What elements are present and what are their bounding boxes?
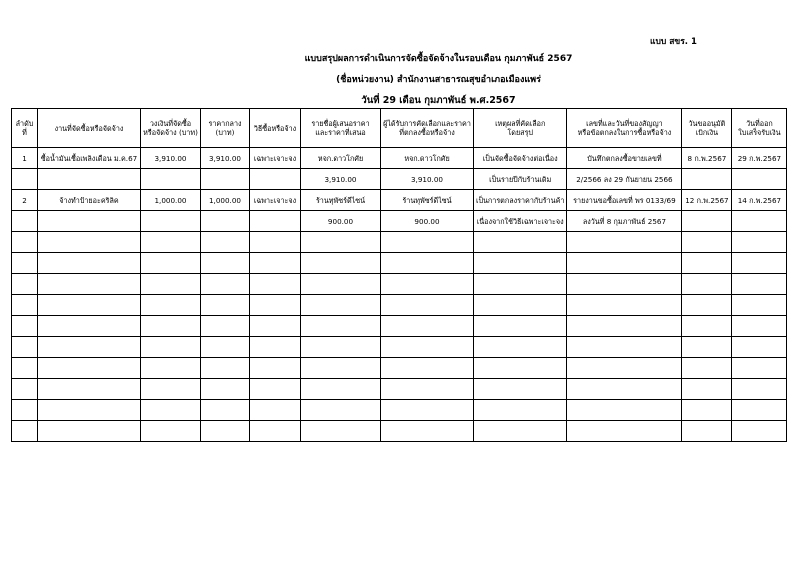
cell-reason — [474, 337, 567, 358]
table-header-row — [12, 109, 787, 148]
cell-budget — [141, 379, 201, 400]
cell-bidder — [301, 358, 381, 379]
cell-winner: หจก.ดาวโกศัย — [381, 148, 474, 169]
cell-receipt-date: 14 ก.พ.2567 — [732, 190, 787, 211]
cell-budget — [141, 400, 201, 421]
table-row — [12, 379, 787, 400]
cell-contract — [567, 379, 682, 400]
cell-approval-date — [682, 253, 732, 274]
cell-no: 2 — [12, 190, 38, 211]
cell-item — [38, 421, 141, 442]
cell-bidder: หจก.ดาวโกศัย — [301, 148, 381, 169]
cell-bidder: 3,910.00 — [301, 169, 381, 190]
cell-contract: บันทึกตกลงซื้อขายเลขที่ — [567, 148, 682, 169]
cell-item — [38, 232, 141, 253]
cell-median-price — [201, 400, 250, 421]
cell-receipt-date — [732, 337, 787, 358]
table-row — [12, 295, 787, 316]
cell-method: เฉพาะเจาะจง — [250, 148, 301, 169]
cell-contract — [567, 400, 682, 421]
cell-method — [250, 169, 301, 190]
cell-reason — [474, 253, 567, 274]
cell-no — [12, 295, 38, 316]
table-row — [12, 253, 787, 274]
cell-item — [38, 400, 141, 421]
header-no: ลำดับ ที่ — [12, 109, 38, 148]
cell-contract — [567, 274, 682, 295]
cell-budget: 3,910.00 — [141, 148, 201, 169]
header-reason: เหตุผลที่คัดเลือก โดยสรุป — [474, 109, 567, 148]
cell-reason — [474, 274, 567, 295]
cell-method — [250, 253, 301, 274]
cell-method — [250, 379, 301, 400]
cell-budget — [141, 337, 201, 358]
header-contract: เลขที่และวันที่ของสัญญา หรือข้อตกลงในการซื้อหรือจ้าง — [567, 109, 682, 148]
cell-median-price — [201, 421, 250, 442]
cell-median-price — [201, 316, 250, 337]
cell-bidder — [301, 337, 381, 358]
cell-bidder — [301, 274, 381, 295]
procurement-table — [11, 108, 787, 442]
cell-reason: เป็นรายปีกับร้านเดิม — [474, 169, 567, 190]
table-row — [12, 211, 787, 232]
cell-reason: เนื่องจากใช้วิธีเฉพาะเจาะจง — [474, 211, 567, 232]
cell-receipt-date — [732, 211, 787, 232]
cell-winner — [381, 232, 474, 253]
table-row — [12, 148, 787, 169]
cell-item — [38, 379, 141, 400]
cell-budget — [141, 169, 201, 190]
header-budget: วงเงินที่จัดซื้อ หรือจัดจ้าง (บาท) — [141, 109, 201, 148]
cell-median-price: 1,000.00 — [201, 190, 250, 211]
cell-bidder — [301, 316, 381, 337]
cell-winner — [381, 295, 474, 316]
cell-no — [12, 211, 38, 232]
cell-reason — [474, 379, 567, 400]
cell-receipt-date — [732, 169, 787, 190]
cell-reason — [474, 400, 567, 421]
cell-winner: 3,910.00 — [381, 169, 474, 190]
cell-median-price — [201, 358, 250, 379]
cell-budget — [141, 253, 201, 274]
cell-reason — [474, 316, 567, 337]
cell-method — [250, 421, 301, 442]
cell-item — [38, 316, 141, 337]
header-method: วิธีซื้อหรือจ้าง — [250, 109, 301, 148]
cell-receipt-date — [732, 421, 787, 442]
cell-winner — [381, 379, 474, 400]
cell-receipt-date: 29 ก.พ.2567 — [732, 148, 787, 169]
cell-reason: เป็นจัดซื้อจัดจ้างต่อเนื่อง — [474, 148, 567, 169]
cell-reason: เป็นการตกลงราคากับร้านค้า — [474, 190, 567, 211]
cell-no — [12, 421, 38, 442]
cell-item — [38, 358, 141, 379]
cell-winner — [381, 337, 474, 358]
header-approval-date: วันขออนุมัติ เบิกเงิน — [682, 109, 732, 148]
cell-reason — [474, 232, 567, 253]
cell-budget — [141, 316, 201, 337]
cell-method — [250, 232, 301, 253]
cell-no — [12, 337, 38, 358]
cell-median-price — [201, 295, 250, 316]
cell-receipt-date — [732, 358, 787, 379]
cell-winner — [381, 253, 474, 274]
header-winner: ผู้ได้รับการคัดเลือกและราคา ที่ตกลงซื้อหรือจ้าง — [381, 109, 474, 148]
cell-contract — [567, 337, 682, 358]
cell-approval-date — [682, 274, 732, 295]
cell-contract — [567, 253, 682, 274]
cell-median-price — [201, 232, 250, 253]
cell-contract: 2/2566 ลง 29 กันยายน 2566 — [567, 169, 682, 190]
cell-no — [12, 379, 38, 400]
cell-item — [38, 169, 141, 190]
cell-bidder — [301, 232, 381, 253]
cell-no: 1 — [12, 148, 38, 169]
table-row — [12, 337, 787, 358]
cell-item: ซื้อน้ำมันเชื้อเพลิงเดือน ม.ค.67 — [38, 148, 141, 169]
report-date: วันที่ 29 เดือน กุมภาพันธ์ พ.ศ.2567 — [361, 95, 516, 106]
cell-bidder — [301, 379, 381, 400]
cell-method — [250, 316, 301, 337]
cell-winner — [381, 316, 474, 337]
cell-budget — [141, 295, 201, 316]
cell-median-price — [201, 253, 250, 274]
cell-approval-date — [682, 169, 732, 190]
cell-method — [250, 337, 301, 358]
header-median-price: ราคากลาง (บาท) — [201, 109, 250, 148]
cell-method — [250, 358, 301, 379]
cell-bidder — [301, 400, 381, 421]
cell-receipt-date — [732, 400, 787, 421]
cell-budget — [141, 232, 201, 253]
cell-receipt-date — [732, 295, 787, 316]
cell-winner — [381, 400, 474, 421]
cell-receipt-date — [732, 232, 787, 253]
cell-budget — [141, 274, 201, 295]
cell-no — [12, 358, 38, 379]
table-row — [12, 274, 787, 295]
cell-item — [38, 253, 141, 274]
cell-no — [12, 169, 38, 190]
table-row — [12, 358, 787, 379]
cell-budget: 1,000.00 — [141, 190, 201, 211]
cell-approval-date — [682, 295, 732, 316]
cell-approval-date — [682, 421, 732, 442]
cell-budget — [141, 421, 201, 442]
cell-no — [12, 253, 38, 274]
cell-approval-date — [682, 316, 732, 337]
header-receipt-date: วันที่ออก ใบเสร็จรับเงิน — [732, 109, 787, 148]
agency-name: (ชื่อหน่วยงาน) สำนักงานสาธารณสุขอำเภอเมืองแพร่ — [336, 75, 541, 85]
cell-item — [38, 337, 141, 358]
cell-approval-date — [682, 232, 732, 253]
cell-winner — [381, 421, 474, 442]
cell-median-price: 3,910.00 — [201, 148, 250, 169]
cell-budget — [141, 358, 201, 379]
cell-winner — [381, 274, 474, 295]
cell-contract: ลงวันที่ 8 กุมภาพันธ์ 2567 — [567, 211, 682, 232]
report-title: แบบสรุปผลการดำเนินการจัดซื้อจัดจ้างในรอบเดือน กุมภาพันธ์ 2567 — [304, 54, 573, 64]
cell-approval-date — [682, 379, 732, 400]
table-row — [12, 400, 787, 421]
table-row — [12, 169, 787, 190]
cell-method — [250, 400, 301, 421]
cell-contract — [567, 358, 682, 379]
cell-approval-date — [682, 337, 732, 358]
cell-item — [38, 274, 141, 295]
cell-contract — [567, 316, 682, 337]
table-row — [12, 232, 787, 253]
cell-bidder: 900.00 — [301, 211, 381, 232]
cell-reason — [474, 295, 567, 316]
cell-method — [250, 211, 301, 232]
cell-no — [12, 232, 38, 253]
cell-contract: รายงานขอซื้อเลขที่ พร 0133/69 — [567, 190, 682, 211]
cell-median-price — [201, 274, 250, 295]
cell-reason — [474, 421, 567, 442]
cell-contract — [567, 295, 682, 316]
cell-winner: 900.00 — [381, 211, 474, 232]
header-bidders: รายชื่อผู้เสนอราคา และราคาที่เสนอ — [301, 109, 381, 148]
cell-approval-date — [682, 358, 732, 379]
cell-approval-date: 8 ก.พ.2567 — [682, 148, 732, 169]
header-item: งานที่จัดซื้อหรือจัดจ้าง — [38, 109, 141, 148]
table-row — [12, 190, 787, 211]
cell-method — [250, 295, 301, 316]
cell-median-price — [201, 169, 250, 190]
cell-median-price — [201, 337, 250, 358]
cell-item — [38, 211, 141, 232]
cell-approval-date — [682, 211, 732, 232]
cell-contract — [567, 421, 682, 442]
cell-contract — [567, 232, 682, 253]
cell-median-price — [201, 211, 250, 232]
cell-receipt-date — [732, 316, 787, 337]
form-code: แบบ สขร. 1 — [650, 37, 697, 47]
cell-receipt-date — [732, 379, 787, 400]
cell-approval-date — [682, 400, 732, 421]
cell-median-price — [201, 379, 250, 400]
cell-item: จ้างทำป้ายอะคริลิค — [38, 190, 141, 211]
cell-winner — [381, 358, 474, 379]
cell-bidder — [301, 421, 381, 442]
cell-budget — [141, 211, 201, 232]
cell-reason — [474, 358, 567, 379]
cell-receipt-date — [732, 253, 787, 274]
table-row — [12, 421, 787, 442]
cell-item — [38, 295, 141, 316]
cell-method: เฉพาะเจาะจง — [250, 190, 301, 211]
cell-method — [250, 274, 301, 295]
cell-receipt-date — [732, 274, 787, 295]
cell-winner: ร้านทุพัซร์ดีไซน์ — [381, 190, 474, 211]
cell-bidder: ร้านทุพัซร์ดีไซน์ — [301, 190, 381, 211]
cell-bidder — [301, 253, 381, 274]
cell-approval-date: 12 ก.พ.2567 — [682, 190, 732, 211]
table-row — [12, 316, 787, 337]
cell-no — [12, 400, 38, 421]
cell-bidder — [301, 295, 381, 316]
cell-no — [12, 274, 38, 295]
cell-no — [12, 316, 38, 337]
